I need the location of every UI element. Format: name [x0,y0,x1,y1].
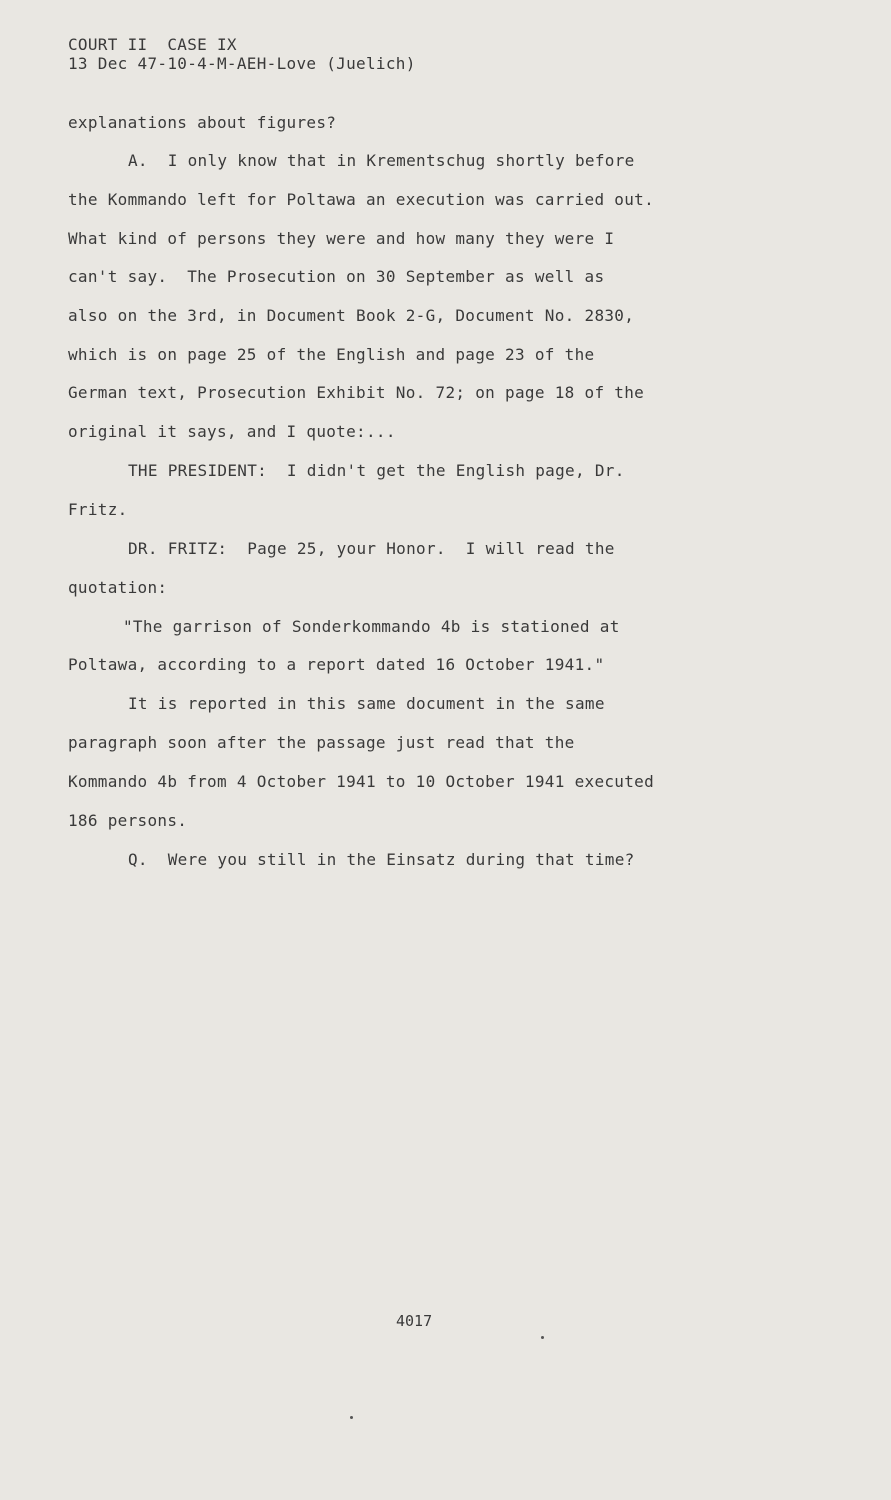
body-line: THE PRESIDENT: I didn't get the English page, Dr. [128,461,625,480]
body-line: quotation: [68,578,168,597]
body-line: "The garrison of Sonderkommando 4b is stationed at [123,617,620,636]
body-line: original it says, and I quote:... [68,422,396,441]
header-date-reporter: 13 Dec 47-10-4-M-AEH-Love (Juelich) [68,54,416,73]
paper-speck [350,1416,353,1419]
body-line: DR. FRITZ: Page 25, your Honor. I will read the [128,539,615,558]
paper-speck [541,1336,544,1339]
body-line: Fritz. [68,500,128,519]
body-line: Q. Were you still in the Einsatz during that time? [128,850,635,869]
body-line: Kommando 4b from 4 October 1941 to 10 October 1941 executed [68,772,655,791]
body-line: What kind of persons they were and how many they were I [68,229,615,248]
body-line: 186 persons. [68,811,188,830]
body-line: It is reported in this same document in the same [128,694,605,713]
body-line: paragraph soon after the passage just read that the [68,733,575,752]
body-line: explanations about figures? [68,113,337,132]
page-number: 4017 [396,1312,433,1330]
body-line: A. I only know that in Krementschug shortly before [128,151,635,170]
header-court-case: COURT II CASE IX [68,35,237,54]
body-line: can't say. The Prosecution on 30 September as well as [68,267,605,286]
body-line: German text, Prosecution Exhibit No. 72; on page 18 of the [68,383,645,402]
body-line: the Kommando left for Poltawa an execution was carried out. [68,190,655,209]
body-line: Poltawa, according to a report dated 16 October 1941." [68,655,605,674]
body-line: also on the 3rd, in Document Book 2-G, Document No. 2830, [68,306,635,325]
body-line: which is on page 25 of the English and page 23 of the [68,345,595,364]
